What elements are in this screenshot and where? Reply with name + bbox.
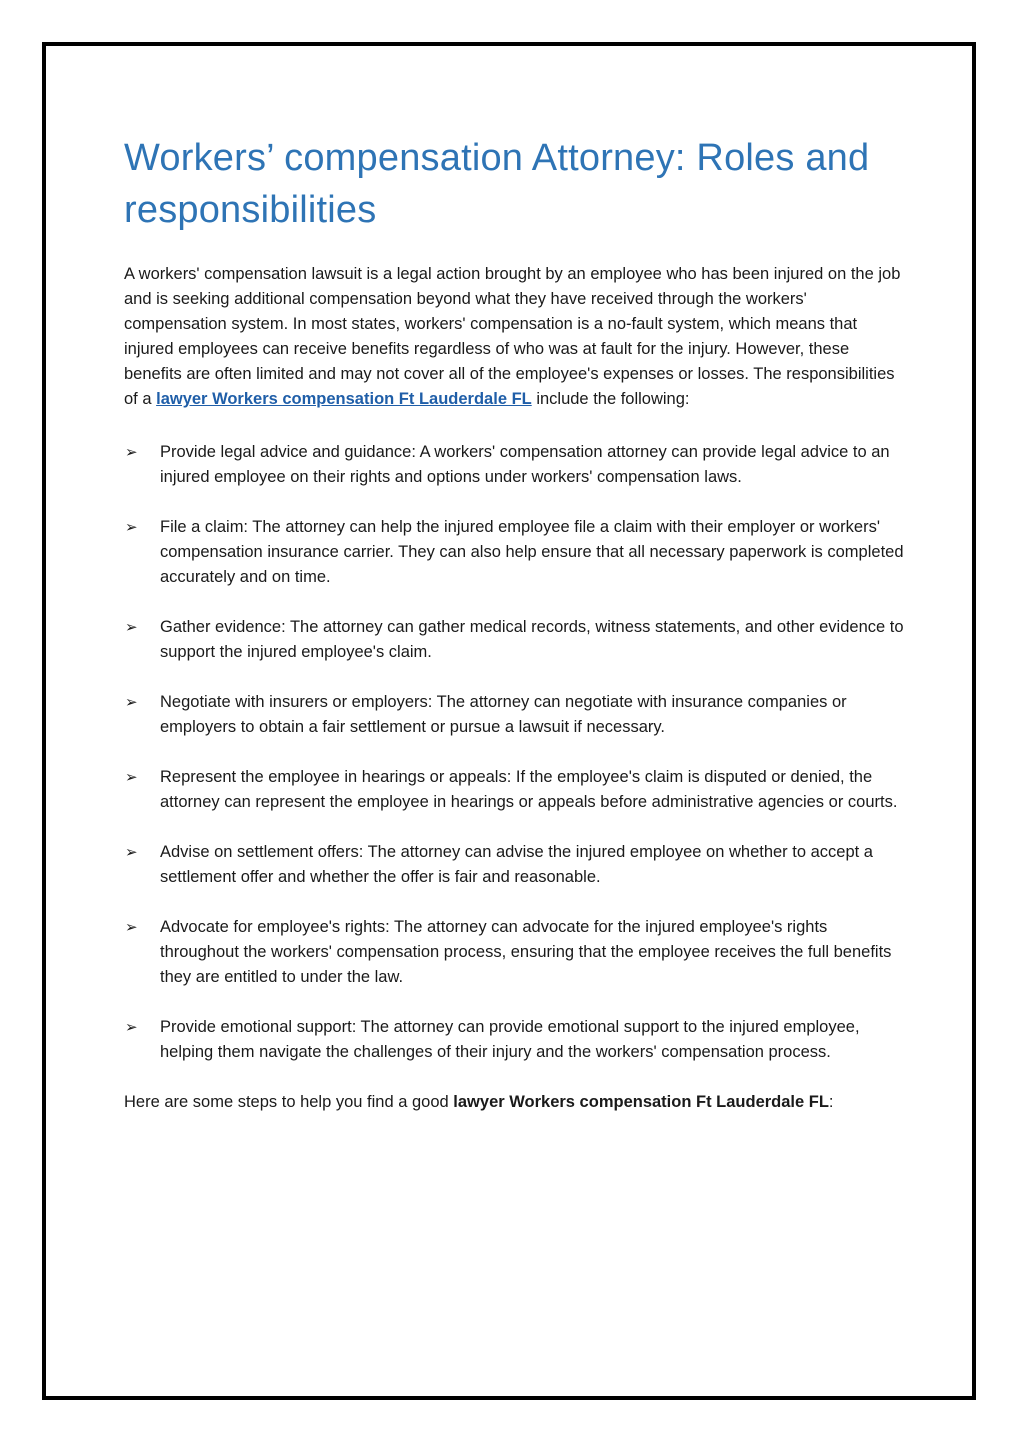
intro-text-end: include the following: bbox=[531, 390, 690, 408]
outro-text: Here are some steps to help you find a good bbox=[124, 1093, 454, 1111]
document-body bbox=[124, 132, 904, 1115]
list-item bbox=[124, 915, 904, 990]
list-item bbox=[124, 840, 904, 890]
intro-text: A workers' compensation lawsuit is a legal action brought by an employee who has been injured on the job and is seeking additional compensation beyond what they have received through the workers' compensation system. In most states, workers' compensation is a no-fault system, which means that injured employees can receive benefits regardless of who was at fault for the injury. However, these benefits are often limited and may not cover all of the employee's expenses or losses. The responsibilities of a bbox=[124, 265, 901, 408]
arrowhead-bullet-icon: ➢ bbox=[125, 443, 138, 461]
list-item bbox=[124, 440, 904, 490]
list-item bbox=[124, 515, 904, 590]
lawyer-link[interactable]: lawyer Workers compensation Ft Lauderdale FL bbox=[156, 390, 532, 408]
arrowhead-bullet-icon: ➢ bbox=[125, 918, 138, 936]
list-item-text: Represent the employee in hearings or appeals: If the employee's claim is disputed or denied, the attorney can represent the employee in hearings or appeals before administrative agencies or courts. bbox=[160, 768, 898, 811]
list-item-text: Provide emotional support: The attorney can provide emotional support to the injured employee, helping them navigate the challenges of their injury and the workers' compensation process. bbox=[160, 1018, 860, 1061]
intro-paragraph bbox=[124, 262, 904, 412]
page-title: Workers’ compensation Attorney: Roles and responsibilities bbox=[124, 137, 870, 231]
list-item-text: File a claim: The attorney can help the injured employee file a claim with their employer or workers' compensation insurance carrier. They can also help ensure that all necessary paperwork is completed accurately and on time. bbox=[160, 518, 904, 586]
list-item bbox=[124, 615, 904, 665]
arrowhead-bullet-icon: ➢ bbox=[125, 693, 138, 711]
outro-paragraph bbox=[124, 1090, 904, 1115]
list-item-text: Gather evidence: The attorney can gather medical records, witness statements, and other evidence to support the injured employee's claim. bbox=[160, 618, 904, 661]
list-item bbox=[124, 690, 904, 740]
responsibilities-list bbox=[124, 440, 904, 1065]
list-item bbox=[124, 765, 904, 815]
list-item-text: Negotiate with insurers or employers: The attorney can negotiate with insurance companies or employers to obtain a fair settlement or pursue a lawsuit if necessary. bbox=[160, 693, 847, 736]
list-item bbox=[124, 1015, 904, 1065]
arrowhead-bullet-icon: ➢ bbox=[125, 843, 138, 861]
list-item-text: Advocate for employee's rights: The attorney can advocate for the injured employee's rights throughout the workers' compensation process, ensuring that the employee receives the full benefits they are entitled to under the law. bbox=[160, 918, 892, 986]
list-item-text: Provide legal advice and guidance: A workers' compensation attorney can provide legal advice to an injured employee on their rights and options under workers' compensation laws. bbox=[160, 443, 890, 486]
arrowhead-bullet-icon: ➢ bbox=[125, 518, 138, 536]
arrowhead-bullet-icon: ➢ bbox=[125, 1018, 138, 1036]
outro-bold-text: lawyer Workers compensation Ft Lauderdale FL bbox=[453, 1093, 829, 1111]
arrowhead-bullet-icon: ➢ bbox=[125, 618, 138, 636]
list-item-text: Advise on settlement offers: The attorney can advise the injured employee on whether to accept a settlement offer and whether the offer is fair and reasonable. bbox=[160, 843, 873, 886]
outro-text-end: : bbox=[828, 1093, 834, 1111]
arrowhead-bullet-icon: ➢ bbox=[125, 768, 138, 786]
